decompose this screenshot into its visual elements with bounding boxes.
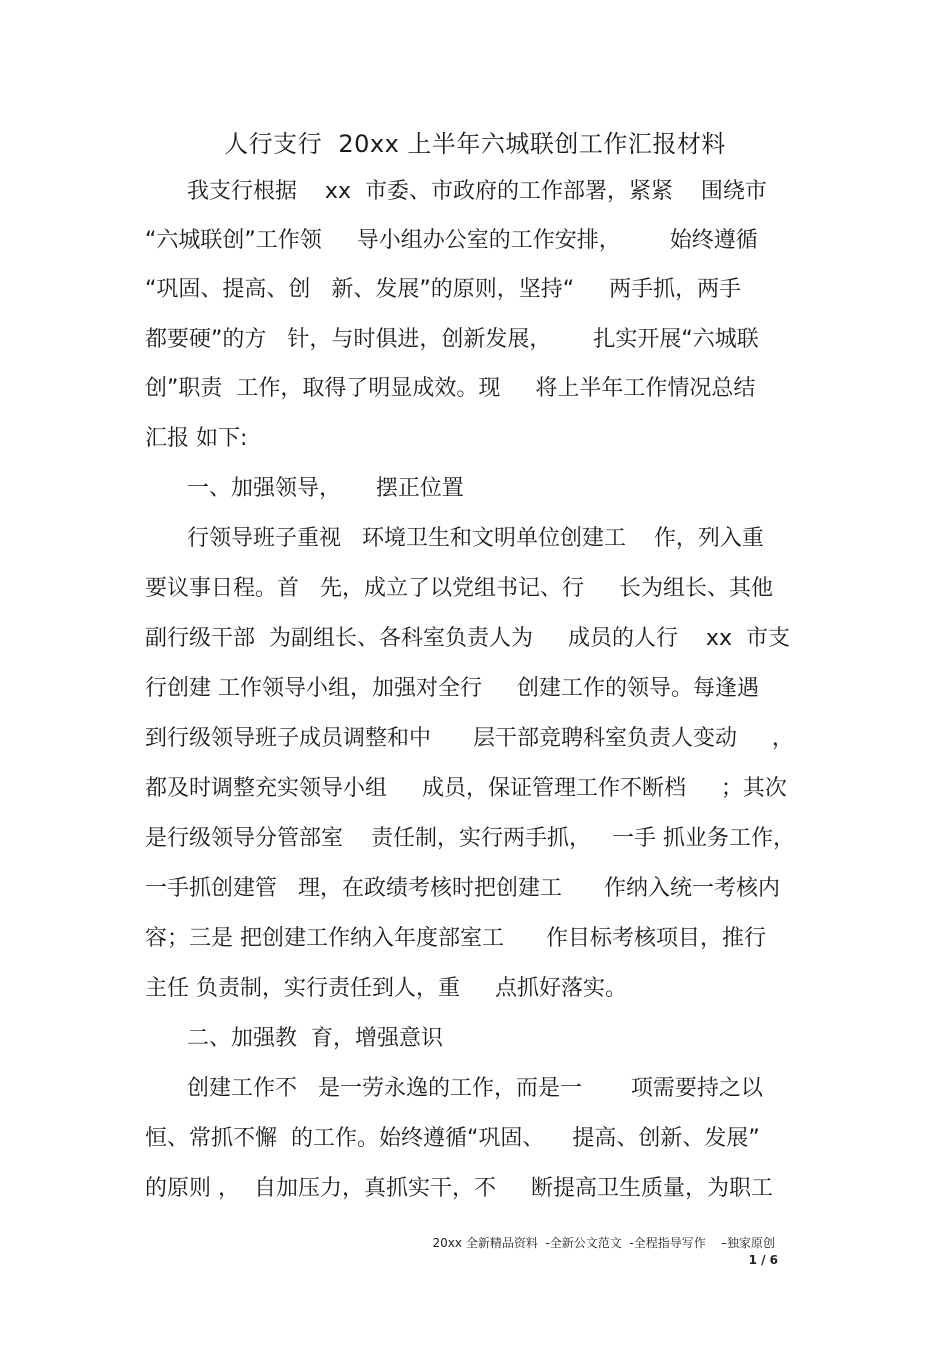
body-line-7: 行领导班子重视 环境卫生和文明单位创建工 作，列入重 — [145, 526, 764, 551]
body-line-1: 我支行根据 xx 市委、市政府的工作部署，紧紧 围绕市 — [145, 179, 767, 204]
body-line-4: 都要硬”的方 针，与时俱进，创新发展， 扎实开展“六城联 — [145, 327, 759, 352]
body-line-11: 到行级领导班子成员调整和中 层干部竞聘科室负责人变动 ， — [145, 726, 794, 751]
footer-note: 20xx 全新精品资料 -全新公文范文 -全程指导写作 –独家原创 — [432, 1236, 775, 1250]
section-heading-2: 二、加强教 育，增强意识 — [145, 1026, 443, 1051]
page-number: 1 / 6 — [748, 1253, 778, 1267]
body-line-16: 主任 负责制，实行责任到人，重 点抓好落实。 — [145, 976, 627, 1001]
body-line-17: 创建工作不 是一劳永逸的工作，而是一 项需要持之以 — [145, 1076, 763, 1101]
body-line-15: 容；三是 把创建工作纳入年度部室工 作目标考核项目，推行 — [145, 926, 766, 951]
body-line-8: 要议事日程。首 先，成立了以党组书记、行 长为组长、其他 — [145, 576, 773, 601]
document-title: 人行支行 20xx 上半年六城联创工作汇报材料 — [224, 130, 726, 158]
body-line-10: 行创建 工作领导小组，加强对全行 创建工作的领导。每逢遇 — [145, 676, 759, 701]
body-line-14: 一手抓创建管 理，在政绩考核时把创建工 作纳入统一考核内 — [145, 876, 780, 901]
section-heading-1: 一、加强领导， 摆正位置 — [145, 476, 464, 501]
body-line-9: 副行级干部 为副组长、各科室负责人为 成员的人行 xx 市支 — [145, 626, 790, 651]
body-line-12: 都及时调整充实领导小组 成员，保证管理工作不断档 ；其次 — [145, 776, 787, 801]
body-line-18: 恒、常抓不懈 的工作。始终遵循“巩固、 提高、创新、发展” — [145, 1126, 760, 1151]
body-line-6: 汇报 如下: — [145, 426, 248, 451]
body-line-5: 创”职责 工作，取得了明显成效。现 将上半年工作情况总结 — [145, 376, 756, 401]
body-line-19: 的原则 ， 自加压力，真抓实干，不 断提高卫生质量，为职工 — [145, 1176, 773, 1201]
body-line-13: 是行级领导分管部室 责任制，实行两手抓， 一手 抓业务工作， — [145, 826, 795, 851]
body-line-3: “巩固、提高、创 新、发展”的原则，坚持“ 两手抓，两手 — [145, 277, 742, 302]
body-line-2: “六城联创”工作领 导小组办公室的工作安排， 始终遵循 — [145, 228, 758, 253]
